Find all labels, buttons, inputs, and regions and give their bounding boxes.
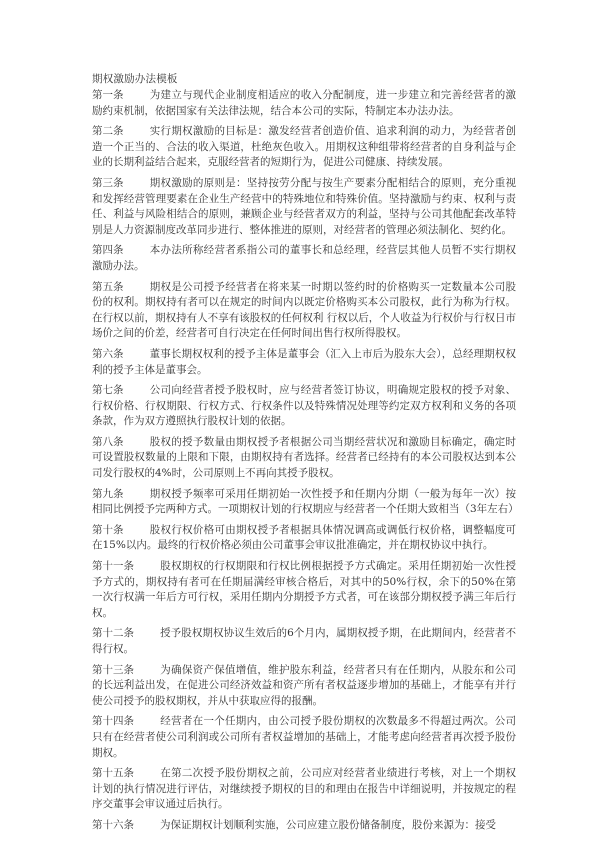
article-number: 第七条 — [92, 384, 124, 397]
article-text: 本办法所称经营者系指公司的董事长和总经理，经营层其他人员暂不实行期权激励办法。 — [92, 244, 516, 272]
article-text: 期权激励的原则是：坚持按劳分配与按生产要素分配相结合的原则，充分重视和发挥经营管理要素在企业生产经营中的特殊地位和特殊价值。坚持激励与约束、权利与责任、利益与风险相结合的原则，兼顾企业与经营者双方的利益，坚持与公司其他配套改革特别是人力资源制度改革同步进行、整体推进的原则，对经营者的管理必须法制化、契约化。 — [92, 176, 516, 236]
article-text: 股权的授予数量由期权授予者根据公司当期经营状况和激励目标确定，确定时可设置股权数量的上限和下限，由期权持有者选择。经营者已经持有的本公司股权达到本公司发行股权的4%时，公司原则上不再向其授予股权。 — [92, 435, 516, 480]
article-number: 第一条 — [92, 89, 124, 101]
article-text: 董事长期权权利的授予主体是董事会（汇入上市后为股东大会），总经理期权权利的授予主体是董事会。 — [92, 347, 516, 376]
article-number: 第十六条 — [92, 818, 134, 831]
article-text: 授予股权期权协议生效后的6个月内，属期权授予期，在此期间内，经营者不得行权。 — [92, 627, 516, 655]
article-text: 股权行权价格可由期权授予者根据具体情况调高或调低行权价格，调整幅度可在15%以内。最终的行权价格必须由公司董事会审议批准确定，并在期权协议中执行。 — [92, 523, 516, 552]
article — [92, 523, 516, 554]
article — [92, 383, 516, 430]
article-number: 第十三条 — [92, 663, 134, 676]
article — [92, 124, 516, 171]
article — [92, 714, 516, 761]
article-text: 股权期权的行权期限和行权比例根据授予方式确定。采用任期初始一次性授予方式的，期权持有者可在任期届满经审核合格后，对其中的50%行权，余下的50%在第一次行权满一年后方可行权，采用任期内分期授予方式者，可在该部分期权授予满三年后行权。 — [92, 560, 516, 619]
article-number: 第十二条 — [92, 627, 134, 640]
article — [92, 559, 516, 621]
article — [92, 88, 516, 119]
article-number: 第十一条 — [92, 560, 134, 573]
article-number: 第四条 — [92, 244, 124, 257]
article-number: 第十四条 — [92, 715, 134, 728]
article-number: 第六条 — [92, 347, 124, 360]
article — [92, 176, 516, 238]
article — [92, 280, 516, 342]
article-text: 期权是公司授予经营者在将来某一时期以签约时的价格购买一定数量本公司股份的权利。期权持有者可以在规定的时间内以既定价格购买本公司股权，此行为称为行权。在行权以前，期权持有人不享有该股权的任何权利 行权以后，个人收益为行权价与行权日市场价之间的价差，经营者可自行决定在任何时间出售行权所得股权。 — [92, 280, 516, 340]
article — [92, 347, 516, 378]
article-number: 第三条 — [92, 176, 124, 189]
article-number: 第十五条 — [92, 767, 134, 780]
article-text: 为建立与现代企业制度相适应的收入分配制度，进一步建立和完善经营者的激励约束机制，依据国家有关法律法规，结合本公司的实际，特制定本办法办法。 — [92, 89, 516, 117]
article-text: 为确保资产保值增值，维护股东利益，经营者只有在任期内，从股东和公司的长远利益出发，在促进公司经济效益和资产所有者权益逐步增加的基础上，才能享有并行使公司授予的股权期权，并从中获取应得的报酬。 — [92, 663, 516, 707]
article — [92, 626, 516, 657]
article-text: 经营者在一个任期内，由公司授予股份期权的次数最多不得超过两次。公司只有在经营者使公司利润或公司所有者权益增加的基础上，才能考虑向经营者再次授予股份期权。 — [92, 715, 516, 759]
document-title: 期权激励办法模板 — [92, 73, 178, 85]
article-text: 实行期权激励的目标是：激发经营者创造价值、追求利润的动力，为经营者创造一个正当的、合法的收入渠道，杜绝灰色收入。用期权这种组带将经营者的自身利益与企业的长期利益结合起来，克服经营者的短期行为，促进公司健康、持续发展。 — [92, 125, 516, 169]
article-text: 公司向经营者授予股权时，应与经营者签订协议，明确规定股权的授予对象、行权价格、行权期限、行权方式、行权条件以及特殊情况处理等约定双方权利和义务的各项条款，作为双方遵照执行股权计划的依据。 — [92, 384, 516, 428]
article-number: 第九条 — [92, 487, 124, 500]
article-number: 第十条 — [92, 523, 124, 536]
article-number: 第二条 — [92, 125, 124, 138]
article — [92, 663, 516, 710]
article — [92, 435, 516, 482]
article — [92, 243, 516, 274]
article — [92, 818, 516, 834]
article-text: 期权授予频率可采用任期初始一次性授予和任期内分期（一般为每年一次）按相同比例授予完两种方式。一项期权计划的行权期应与经营者一个任期大致相当（3年左右） — [92, 487, 519, 516]
article — [92, 766, 516, 813]
article-text: 在第二次授予股份期权之前，公司应对经营者业绩进行考核，对上一个期权计划的执行情况进行评估，对继续授予期权的目的和理由在报告中详细说明，并按规定的程序交董事会审议通过后执行。 — [92, 767, 516, 811]
article-number: 第八条 — [92, 435, 124, 448]
article-text: 为保证期权计划顺利实施，公司应建立股份储备制度，股份来源为：接受 — [160, 818, 496, 831]
article — [92, 487, 519, 518]
article-number: 第五条 — [92, 280, 124, 293]
